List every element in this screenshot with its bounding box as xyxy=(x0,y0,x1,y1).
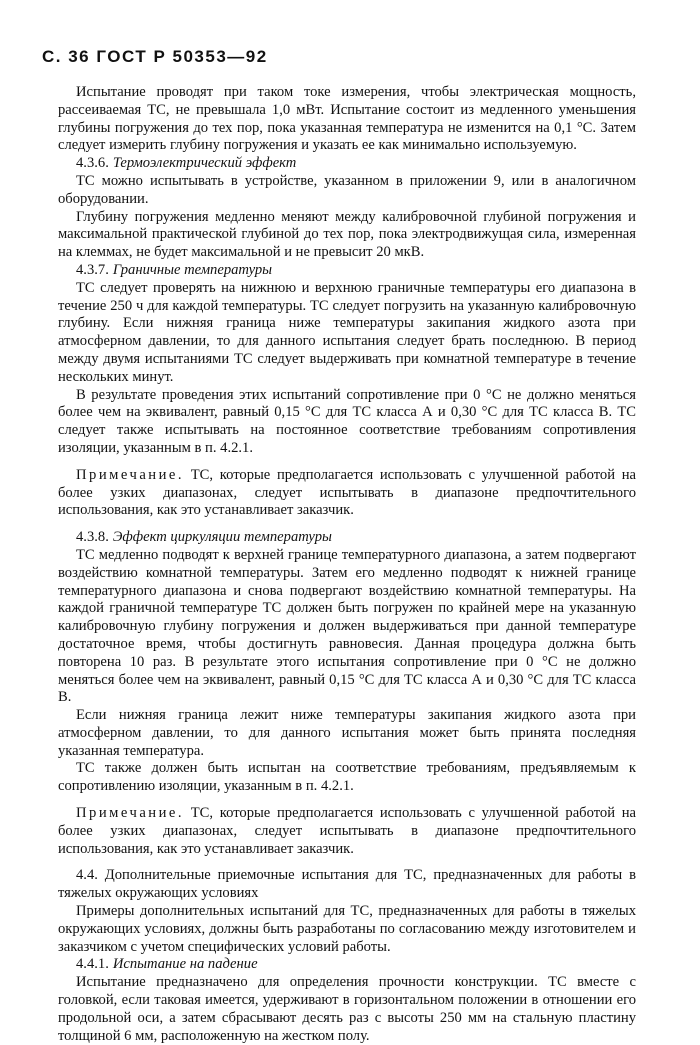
paragraph: Глубину погружения медленно меняют между калибровочной глубиной погружения и максимальной практической глубиной до тех пор, пока электродвижущая сила, измеренная на клеммах, не будет максимальной и не превысит 20 мкВ. xyxy=(58,208,636,261)
note-text: ТС, которые предполагается использовать с улучшенной работой на более узких диапазонах, следует испытывать в диапазоне предпочтительного использования, как это устанавливает заказчик. xyxy=(58,805,636,857)
paragraph: ТС можно испытывать в устройстве, указанном в приложении 9, или в аналогичном оборудовании. xyxy=(58,172,636,207)
note-label: Примечание. xyxy=(76,466,185,483)
section-title: Эффект циркуляции температуры xyxy=(112,529,332,546)
section-title: Термоэлектрический эффект xyxy=(112,155,297,172)
section-title: Граничные температуры xyxy=(112,261,273,278)
note-text: ТС, которые предполагается использовать с улучшенной работой на более узких диапазонах, следует испытывать в диапазоне предпочтительного использования, как это устанавливает заказчик. xyxy=(58,466,636,519)
paragraph: Если нижняя граница лежит ниже температуры закипания жидкого азота при атмосферном давлении, то для данного испытания может быть принята последняя указанная температура. xyxy=(58,707,636,759)
page-header: С. 36 ГОСТ Р 50353—92 xyxy=(42,47,268,66)
section-heading-4-3-8 xyxy=(58,529,636,547)
section-number: 4.3.8. xyxy=(76,529,109,546)
section-heading-4-4-1 xyxy=(58,956,636,974)
paragraph: Испытание предназначено для определения прочности конструкции. ТС вместе с головкой, если таковая имеется, удерживают в горизонтальном положении в отношении его продольной оси, а затем сбрасывают десять раз с высоты 250 мм на стальную пластину толщиной 6 мм, расположенную на жестком полу. xyxy=(58,974,636,1044)
paragraph: Испытание проводят при таком токе измерения, чтобы электрическая мощность, рассеиваемая ТС, не превышала 1,0 мВт. Испытание состоит из медленного уменьшения глубины погружения до тех пор, пока указанная температура не изменится на 0,1 °С. Затем следует измерить глубину погружения и указать ее как минимально используемую. xyxy=(58,84,636,154)
paragraph: Примеры дополнительных испытаний для ТС, предназначенных для работы в тяжелых окружающих условиях, должны быть разработаны по согласованию между изготовителем и заказчиком с учетом специфических условий работы. xyxy=(58,903,636,955)
note xyxy=(58,805,636,858)
section-number: 4.3.6. xyxy=(76,155,109,172)
section-number: 4.3.7. xyxy=(76,261,109,278)
note-label: Примечание. xyxy=(76,805,185,822)
note xyxy=(58,467,636,520)
document-body xyxy=(58,84,636,1045)
paragraph: ТС следует проверять на нижнюю и верхнюю граничные температуры его диапазона в течение 250 ч для каждой температуры. ТС следует погрузить на указанную калибровочную глубину. Если нижняя граница ниже температуры закипания жидкого азота при атмосферном давлении, то для данного испытания следует брать последнюю. В период между двумя испытаниями ТС следует выдерживать при комнатной температуре в течение нескольких минут. xyxy=(58,279,636,385)
paragraph: В результате проведения этих испытаний сопротивление при 0 °С не должно меняться более чем на эквивалент, равный 0,15 °С для ТС класса А и 0,30 °С для ТС класса В. ТС следует также испытывать на постоянное соответствие требованиям сопротивления изоляции, указанным в п. 4.2.1. xyxy=(58,386,636,456)
section-title: Испытание на падение xyxy=(112,956,258,973)
paragraph: ТС медленно подводят к верхней границе температурного диапазона, а затем подвергают воздействию комнатной температуры. Затем его медленно подводят к нижней границе температурного диапазона и снова подвергают воздействию комнатной температуры. На каждой граничной температуре ТС должен быть погружен по крайней мере на указанную калибровочную глубину погружения и должен выдерживаться при данной температуре достаточное время, чтобы достигнуть равновесия. Данная процедура должна быть повторена 10 раз. В результате этого испытания сопротивление при 0 °С не должно меняться более чем на эквивалент, равный 0,15 °С для ТС класса А и 0,30 °С для ТС класса В. xyxy=(58,546,636,706)
section-heading-4-4: 4.4. Дополнительные приемочные испытания для ТС, предназначенных для работы в тяжелых окружающих условиях xyxy=(58,867,636,902)
paragraph: ТС также должен быть испытан на соответствие требованиям, предъявляемым к сопротивлению изоляции, указанным в п. 4.2.1. xyxy=(58,760,636,795)
section-heading-4-3-6 xyxy=(58,155,636,173)
section-heading-4-3-7 xyxy=(58,262,636,280)
section-number: 4.4.1. xyxy=(76,956,109,973)
